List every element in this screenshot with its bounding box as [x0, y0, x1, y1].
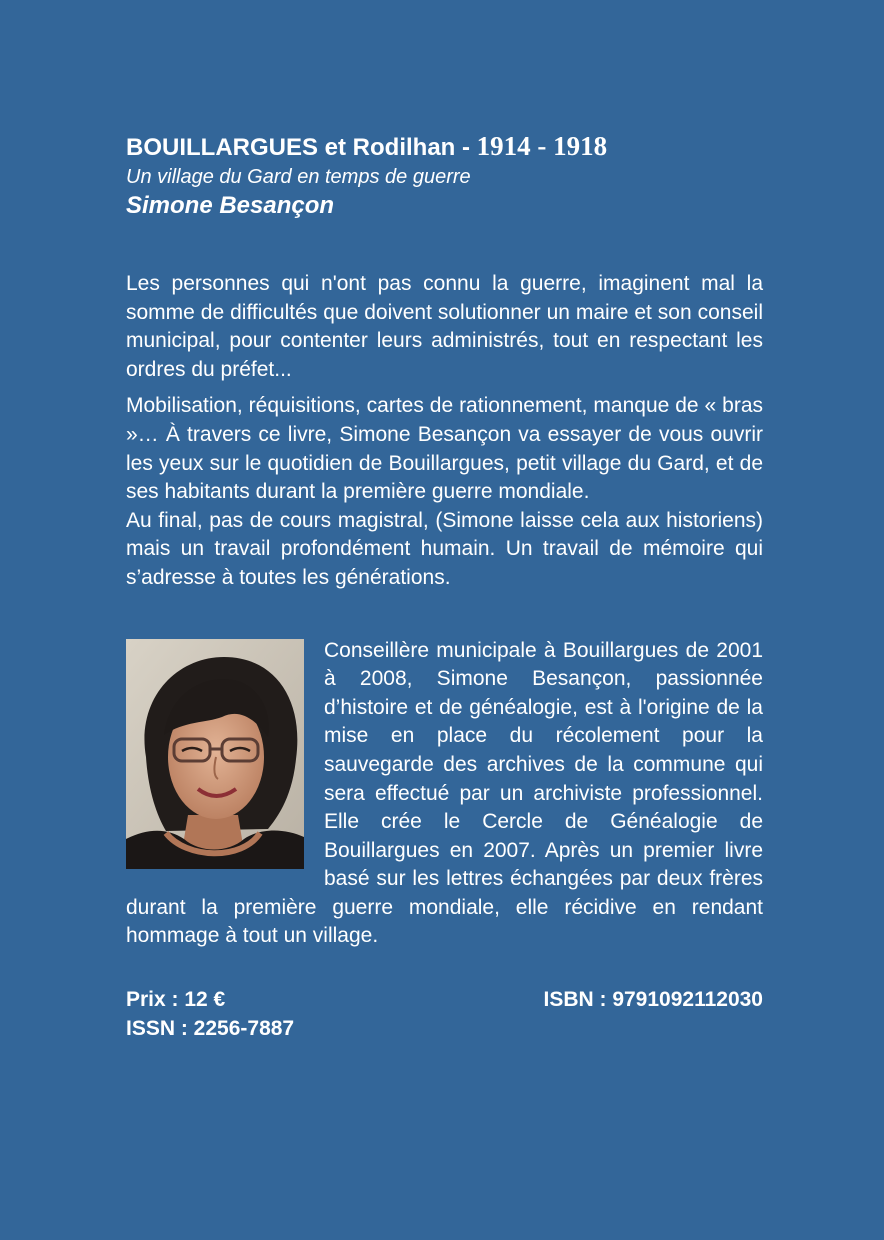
cover-content [126, 130, 763, 1043]
book-author: Simone Besançon [126, 192, 335, 219]
isbn-label: ISBN : 9791092112030 [543, 988, 763, 1012]
author-photo [126, 639, 304, 869]
book-title-years: 1914 - 1918 [476, 131, 608, 161]
book-details [126, 985, 763, 1043]
book-subtitle: Un village du Gard en temps de guerre [126, 166, 471, 188]
author-portrait-icon [126, 639, 304, 869]
description-paragraph-1: Les personnes qui n'ont pas connu la guerre, imaginent mal la somme de difficultés que doivent solutionner un maire et son conseil municipal, pour contenter leurs administrés, tout en respectant les ordres du préfet... [126, 272, 763, 381]
description-paragraph-3: Au final, pas de cours magistral, (Simone laisse cela aux historiens) mais un travail profondément humain. Un travail de mémoire qui s’adresse à toutes les générations. [126, 508, 763, 589]
price-label: Prix : 12 € [126, 988, 226, 1012]
price-isbn-row [126, 985, 763, 1014]
author-bio [126, 637, 763, 952]
author-bio-text: Conseillère municipale à Bouillargues de 2001 à 2008, Simone Besançon, passionnée d’histoire et de généalogie, est à l'origine de la mise en place du récolement pour la sauvegarde des archives de la commune qui sera effectué par un archiviste professionnel. Elle crée le Cercle de Généalogie de Bouillargues en 2007. Après un premier livre basé sur les lettres échangées par deux frères durant la première guerre mondiale, elle récidive en rendant hommage à tout un village. [126, 638, 763, 948]
book-title-main: BOUILLARGUES et Rodilhan - [126, 134, 477, 161]
issn-label: ISSN : 2256-7887 [126, 1017, 295, 1041]
description-paragraph-2: Mobilisation, réquisitions, cartes de rationnement, manque de « bras »… À travers ce livre, Simone Besançon va essayer de vous ouvrir les yeux sur le quotidien de Bouillargues, petit village du Gard, et de ses habitants durant la première guerre mondiale. [126, 394, 763, 504]
book-title [126, 130, 763, 164]
